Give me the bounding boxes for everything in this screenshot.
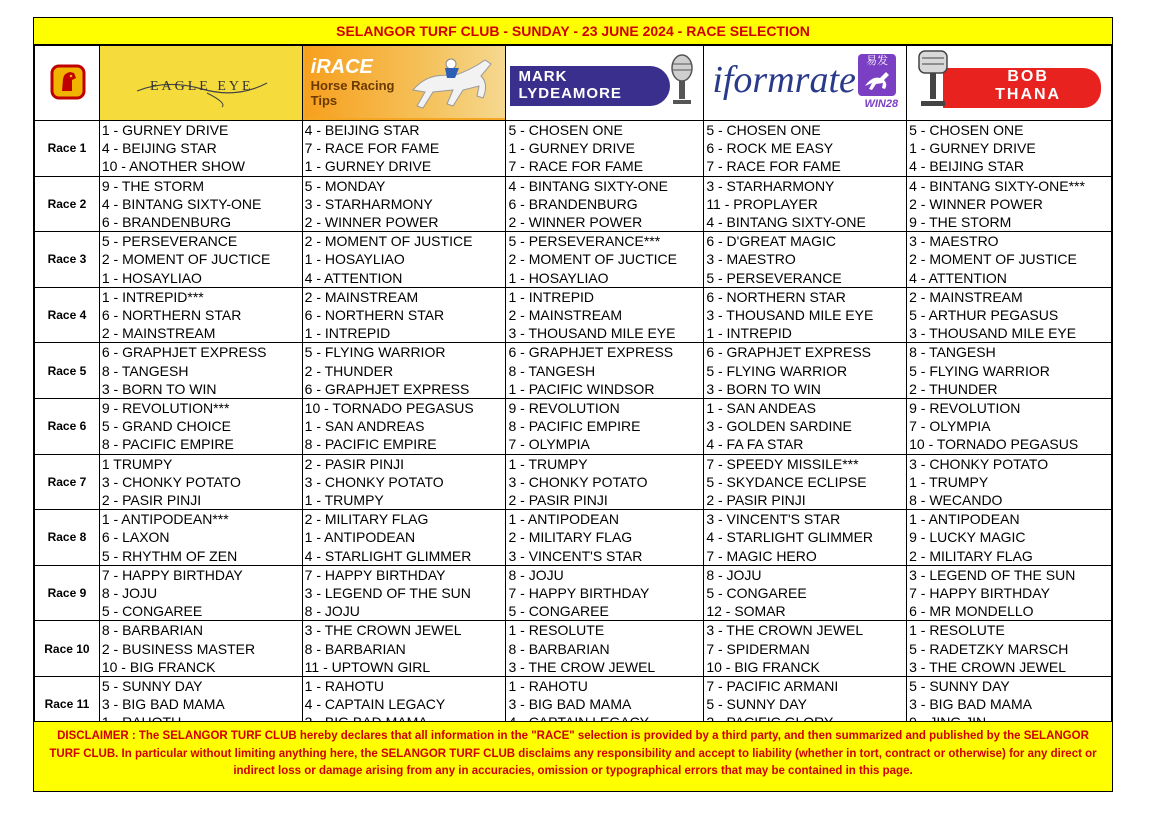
- horse-pick: 10 - BIG FRANCK: [101, 658, 216, 675]
- tipster-selection-cell: [704, 176, 907, 232]
- horse-pick: 1 - INTREPID: [508, 288, 595, 305]
- horse-pick: 3 - CHONKY POTATO: [909, 455, 1049, 472]
- tipster-logo-row: [35, 46, 1112, 121]
- horse-pick: 7 - HAPPY BIRTHDAY: [909, 584, 1050, 601]
- horse-pick: 4 - CAPTAIN LEGACY: [304, 696, 446, 713]
- horse-pick: 4 - STARLIGHT GLIMMER: [304, 547, 472, 564]
- horse-pick: 6 - GRAPHJET EXPRESS: [706, 344, 871, 361]
- tipster-selection-cell: [99, 232, 302, 288]
- horse-pick: 6 - ROCK ME EASY: [706, 140, 834, 157]
- horse-pick: 3 - THE CROWN JEWEL: [706, 622, 864, 639]
- horse-pick: 5 - GRAND CHOICE: [101, 418, 231, 435]
- horse-pick: 7 - MAGIC HERO: [706, 547, 817, 564]
- horse-pick: 8 - PACIFIC EMPIRE: [508, 418, 641, 435]
- tipster-selection-cell: [704, 621, 907, 677]
- horse-pick: 6 - GRAPHJET EXPRESS: [101, 344, 267, 361]
- tipster-selection-cell: [302, 621, 506, 677]
- horse-pick: 1 - ANTIPODEAN: [909, 511, 1020, 528]
- horse-pick: 7 - RACE FOR FAME: [304, 140, 440, 157]
- horse-pick: 3 - BORN TO WIN: [706, 380, 821, 397]
- tipster-selection-cell: [506, 176, 704, 232]
- horse-pick: 8 - JOJU: [706, 566, 762, 583]
- horse-pick: 1 - GURNEY DRIVE: [508, 140, 636, 157]
- horse-pick: 2 - BUSINESS MASTER: [101, 640, 256, 657]
- bob-logo-line1: BOB: [1007, 68, 1049, 85]
- horse-pick: 2 - MAINSTREAM: [909, 288, 1023, 305]
- irace-logo-line2: Horse Racing: [310, 78, 395, 93]
- horse-pick: 4 - BINTANG SIXTY-ONE: [706, 213, 866, 230]
- horse-pick: 5 - SUNNY DAY: [706, 696, 807, 713]
- race-label: Race 4: [35, 287, 100, 343]
- race-rows: [35, 121, 1112, 733]
- race-label: Race 7: [35, 454, 100, 510]
- horse-pick: 6 - NORTHERN STAR: [304, 306, 445, 323]
- horse-pick: 1 - ANTIPODEAN: [508, 511, 619, 528]
- horse-pick: 3 - LEGEND OF THE SUN: [909, 566, 1076, 583]
- horse-pick: 2 - THUNDER: [304, 362, 394, 379]
- tipster-selection-cell: [99, 398, 302, 454]
- tipster-selection-cell: [506, 621, 704, 677]
- horse-pick: 3 - GOLDEN SARDINE: [706, 418, 852, 435]
- horse-pick: 5 - SKYDANCE ECLIPSE: [706, 473, 867, 490]
- horse-pick: 6 - GRAPHJET EXPRESS: [508, 344, 674, 361]
- horse-pick: 3 - VINCENT'S STAR: [706, 511, 841, 528]
- irace-logo-cell: [302, 46, 506, 121]
- horse-pick: 5 - SUNNY DAY: [909, 677, 1010, 694]
- horse-pick: 8 - PACIFIC EMPIRE: [101, 436, 234, 453]
- tipster-selection-cell: [907, 176, 1112, 232]
- tipster-selection-cell: [907, 121, 1112, 177]
- horse-pick: 2 - PASIR PINJI: [101, 491, 202, 508]
- horse-pick: 1 - RESOLUTE: [909, 622, 1005, 639]
- tipster-selection-cell: [302, 121, 506, 177]
- horse-pick: 1 - GURNEY DRIVE: [304, 158, 432, 175]
- horse-pick: 1 - TRUMPY: [909, 473, 989, 490]
- horse-pick: 1 - GURNEY DRIVE: [909, 140, 1036, 157]
- tipster-selection-cell: [302, 343, 506, 399]
- horse-pick: 2 - WINNER POWER: [304, 213, 439, 230]
- horse-pick: 3 - STARHARMONY: [706, 177, 835, 194]
- tipster-selection-cell: [99, 176, 302, 232]
- horse-pick: 9 - REVOLUTION: [508, 399, 620, 416]
- horse-pick: 2 - MOMENT OF JUSTICE: [304, 233, 473, 250]
- horse-pick: 3 - THE CROWN JEWEL: [304, 622, 462, 639]
- tipster-selection-cell: [99, 287, 302, 343]
- iformrate-logo-cell: [704, 46, 907, 121]
- horse-pick: 6 - D'GREAT MAGIC: [706, 233, 837, 250]
- iformrate-badge-text: 易发: [866, 55, 889, 67]
- horse-pick: 11 - UPTOWN GIRL: [304, 658, 431, 675]
- horse-pick: 2 - MILITARY FLAG: [304, 511, 429, 528]
- horse-pick: 10 - ANOTHER SHOW: [101, 158, 245, 175]
- horse-pick: 1 - INTREPID: [304, 325, 391, 342]
- tipster-selection-cell: [506, 343, 704, 399]
- horse-pick: 6 - NORTHERN STAR: [706, 288, 846, 305]
- horse-pick: 2 - PASIR PINJI: [508, 491, 608, 508]
- horse-pick: 5 - PERSEVERANCE: [101, 233, 238, 250]
- horse-pick: 7 - RACE FOR FAME: [508, 158, 644, 175]
- horse-pick: 5 - PERSEVERANCE: [706, 269, 842, 286]
- race-label: Race 11: [35, 676, 100, 732]
- horse-pick: 3 - CHONKY POTATO: [508, 473, 648, 490]
- horse-pick: 11 - PROPLAYER: [706, 195, 818, 212]
- race-label: Race 9: [35, 565, 100, 621]
- bob-thana-logo-cell: [907, 46, 1112, 121]
- tipster-selection-cell: [907, 621, 1112, 677]
- club-logo-cell: [35, 46, 100, 121]
- horse-head-emblem-icon: [50, 64, 86, 100]
- horse-pick: 8 - TANGESH: [101, 362, 189, 379]
- tipster-selection-cell: [907, 510, 1112, 566]
- horse-pick: 3 - THOUSAND MILE EYE: [909, 325, 1077, 342]
- horse-pick: 2 - WINNER POWER: [909, 195, 1043, 212]
- race-row: [35, 287, 1112, 343]
- horse-pick: 1 - PACIFIC WINDSOR: [508, 380, 655, 397]
- horse-pick: 7 - HAPPY BIRTHDAY: [304, 566, 446, 583]
- horse-pick: 5 - ARTHUR PEGASUS: [909, 306, 1059, 323]
- racehorse-jockey-icon: [393, 50, 503, 116]
- disclaimer: DISCLAIMER : The SELANGOR TURF CLUB hereby declares that all information in the "RACE" selection is provided by a third party, and then summarized and published by the SELANGOR TURF CLUB. In particular without limiting anything here, the SELANGOR TURF CLUB disclaims any responsibility and accept to liability (whether in tort, contract or otherwise) for any direct or indirect loss or damage arising from any in accuracies, omission or typographical errors that may be contained in this page.: [34, 721, 1112, 791]
- tipster-selection-cell: [506, 510, 704, 566]
- irace-logo-title: iRACE: [310, 56, 373, 78]
- horse-pick: 5 - CHOSEN ONE: [909, 122, 1024, 138]
- race-row: [35, 565, 1112, 621]
- tipster-selection-cell: [907, 232, 1112, 288]
- horse-pick: 8 - PACIFIC EMPIRE: [304, 436, 437, 453]
- horse-pick: 8 - BARBARIAN: [304, 640, 406, 657]
- race-row: [35, 454, 1112, 510]
- horse-pick: 5 - FLYING WARRIOR: [304, 344, 446, 361]
- horse-pick: 10 - BIG FRANCK: [706, 658, 820, 675]
- tipster-selection-cell: [302, 454, 506, 510]
- tipster-selection-cell: [99, 343, 302, 399]
- tipster-selection-cell: [907, 398, 1112, 454]
- race-row: [35, 121, 1112, 177]
- horse-pick: 5 - CONGAREE: [706, 584, 807, 601]
- horse-pick: 7 - OLYMPIA: [909, 418, 991, 435]
- horse-pick: 1 - RESOLUTE: [508, 622, 605, 639]
- tipster-selection-cell: [506, 121, 704, 177]
- horse-pick: 9 - REVOLUTION: [909, 399, 1021, 416]
- horse-pick: 1 - SAN ANDEAS: [706, 399, 817, 416]
- race-label: Race 8: [35, 510, 100, 566]
- race-label: Race 1: [35, 121, 100, 177]
- horse-pick: 4 - BINTANG SIXTY-ONE: [101, 195, 262, 212]
- tipster-selection-cell: [506, 287, 704, 343]
- horse-pick: 7 - PACIFIC ARMANI: [706, 677, 839, 694]
- tipster-selection-cell: [506, 232, 704, 288]
- horse-pick: 1 - TRUMPY: [508, 455, 588, 472]
- tipster-selection-cell: [907, 565, 1112, 621]
- tipster-selection-cell: [907, 343, 1112, 399]
- retro-microphone-icon: [913, 49, 953, 115]
- horse-pick: 5 - RHYTHM OF ZEN: [101, 547, 238, 564]
- horse-pick: 10 - TORNADO PEGASUS: [304, 399, 474, 416]
- horse-pick: 5 - PERSEVERANCE***: [508, 233, 661, 250]
- horse-pick: 1 - INTREPID: [706, 325, 792, 342]
- horse-pick: 3 - BIG BAD MAMA: [101, 696, 225, 713]
- tipster-selection-cell: [704, 232, 907, 288]
- horse-pick: 9 - THE STORM: [101, 177, 205, 194]
- horse-pick: 5 - CONGAREE: [508, 603, 609, 620]
- tipster-selection-cell: [506, 398, 704, 454]
- horse-pick: 8 - TANGESH: [909, 344, 996, 361]
- horse-pick: 6 - MR MONDELLO: [909, 603, 1034, 620]
- iformrate-sub-text: WIN28: [864, 98, 899, 110]
- tipster-selection-cell: [704, 454, 907, 510]
- horse-pick: 5 - FLYING WARRIOR: [909, 362, 1050, 379]
- tipster-selection-cell: [704, 510, 907, 566]
- horse-pick: 8 - JOJU: [101, 584, 158, 601]
- race-row: [35, 343, 1112, 399]
- horse-pick: 3 - STARHARMONY: [304, 195, 433, 212]
- selection-table: [34, 45, 1112, 733]
- horse-pick: 4 - BEIJING STAR: [101, 140, 217, 157]
- horse-pick: 2 - MILITARY FLAG: [508, 529, 633, 546]
- tipster-selection-cell: [704, 565, 907, 621]
- horse-pick: 2 - MOMENT OF JUCTICE: [508, 251, 677, 268]
- horse-pick: 8 - TANGESH: [508, 362, 596, 379]
- race-row: [35, 398, 1112, 454]
- horse-pick: 2 - MOMENT OF JUCTICE: [101, 251, 271, 268]
- horse-pick: 9 - THE STORM: [909, 213, 1012, 230]
- horse-pick: 1 - ANTIPODEAN: [304, 529, 416, 546]
- horse-pick: 3 - CHONKY POTATO: [101, 473, 241, 490]
- page-title: SELANGOR TURF CLUB - SUNDAY - 23 JUNE 2024 - RACE SELECTION: [34, 18, 1112, 45]
- horse-pick: 5 - FLYING WARRIOR: [706, 362, 848, 379]
- horse-pick: 5 - SUNNY DAY: [101, 677, 203, 694]
- irace-logo-line3: Tips: [310, 93, 338, 108]
- horse-pick: 6 - BRANDENBURG: [101, 213, 231, 230]
- race-row: [35, 232, 1112, 288]
- horse-pick: 4 - ATTENTION: [304, 269, 403, 286]
- horse-pick: 2 - MAINSTREAM: [101, 325, 216, 342]
- race-row: [35, 176, 1112, 232]
- horse-pick: 2 - MAINSTREAM: [304, 288, 419, 305]
- horse-pick: 1 - HOSAYLIAO: [508, 269, 609, 286]
- horse-pick: 10 - TORNADO PEGASUS: [909, 436, 1079, 453]
- race-label: Race 6: [35, 398, 100, 454]
- horse-pick: 6 - NORTHERN STAR: [101, 306, 242, 323]
- tipster-selection-cell: [99, 565, 302, 621]
- horse-pick: 2 - MILITARY FLAG: [909, 547, 1033, 564]
- horse-pick: 6 - GRAPHJET EXPRESS: [304, 380, 470, 397]
- tipster-selection-cell: [704, 287, 907, 343]
- horse-pick: 7 - SPIDERMAN: [706, 640, 810, 657]
- tipster-selection-cell: [302, 176, 506, 232]
- horse-pick: 2 - MOMENT OF JUSTICE: [909, 251, 1077, 268]
- tipster-selection-cell: [302, 398, 506, 454]
- tipster-selection-cell: [704, 398, 907, 454]
- horse-pick: 7 - RACE FOR FAME: [706, 158, 841, 175]
- horse-pick: 9 - LUCKY MAGIC: [909, 529, 1026, 546]
- horse-pick: 4 - FA FA STAR: [706, 436, 804, 453]
- horse-pick: 12 - SOMAR: [706, 603, 786, 620]
- horse-pick: 3 - VINCENT'S STAR: [508, 547, 643, 564]
- horse-pick: 4 - BEIJING STAR: [909, 158, 1024, 175]
- horse-pick: 5 - CONGAREE: [101, 603, 203, 620]
- horse-pick: 2 - THUNDER: [909, 380, 998, 397]
- horse-pick: 1 TRUMPY: [101, 455, 173, 472]
- jockey-badge-icon: [862, 68, 892, 92]
- race-label: Race 2: [35, 176, 100, 232]
- horse-pick: 3 - THOUSAND MILE EYE: [706, 306, 874, 323]
- horse-pick: 3 - MAESTRO: [706, 251, 796, 268]
- horse-pick: 9 - REVOLUTION***: [101, 399, 230, 416]
- horse-pick: 4 - BINTANG SIXTY-ONE: [508, 177, 668, 194]
- mark-lydeamore-logo-cell: [506, 46, 704, 121]
- horse-pick: 3 - THOUSAND MILE EYE: [508, 325, 676, 342]
- horse-pick: 8 - BARBARIAN: [101, 622, 203, 639]
- iformrate-logo-text: iformrate: [712, 59, 856, 101]
- horse-pick: 2 - PASIR PINJI: [706, 491, 806, 508]
- tipster-selection-cell: [99, 454, 302, 510]
- horse-pick: 4 - BEIJING STAR: [304, 122, 420, 138]
- microphone-icon: [665, 52, 699, 108]
- horse-pick: 1 - HOSAYLIAO: [101, 269, 202, 286]
- tipster-selection-cell: [99, 621, 302, 677]
- horse-pick: 3 - MAESTRO: [909, 233, 999, 250]
- horse-pick: 5 - RADETZKY MARSCH: [909, 640, 1069, 657]
- eagle-eye-logo-cell: [99, 46, 302, 121]
- tipster-selection-cell: [704, 121, 907, 177]
- horse-pick: 8 - JOJU: [508, 566, 564, 583]
- horse-pick: 2 - PASIR PINJI: [304, 455, 404, 472]
- horse-pick: 4 - STARLIGHT GLIMMER: [706, 529, 874, 546]
- tipster-selection-cell: [302, 510, 506, 566]
- horse-pick: 7 - HAPPY BIRTHDAY: [101, 566, 243, 583]
- horse-pick: 7 - OLYMPIA: [508, 436, 590, 453]
- horse-pick: 8 - JOJU: [304, 603, 360, 620]
- horse-pick: 4 - BINTANG SIXTY-ONE***: [909, 177, 1085, 194]
- horse-pick: 3 - BIG BAD MAMA: [508, 696, 632, 713]
- mark-logo-line1: MARK: [518, 68, 568, 85]
- tipster-selection-cell: [907, 454, 1112, 510]
- horse-pick: 8 - BARBARIAN: [508, 640, 610, 657]
- horse-pick: 6 - BRANDENBURG: [508, 195, 638, 212]
- horse-pick: 8 - WECANDO: [909, 491, 1003, 508]
- tipster-selection-cell: [704, 343, 907, 399]
- horse-pick: 5 - MONDAY: [304, 177, 386, 194]
- horse-pick: 5 - CHOSEN ONE: [508, 122, 623, 138]
- bob-logo-line2: THANA: [995, 86, 1062, 103]
- race-label: Race 5: [35, 343, 100, 399]
- race-row: [35, 510, 1112, 566]
- horse-pick: 1 - INTREPID***: [101, 288, 204, 305]
- tipster-selection-cell: [506, 454, 704, 510]
- eagle-eye-logo-text: EAGLE EYE: [149, 79, 254, 94]
- mark-logo-line2: LYDEAMORE: [518, 85, 622, 102]
- tipster-selection-cell: [99, 121, 302, 177]
- tipster-selection-cell: [907, 287, 1112, 343]
- horse-pick: 1 - TRUMPY: [304, 491, 384, 508]
- horse-pick: 2 - MAINSTREAM: [508, 306, 623, 323]
- horse-pick: 1 - RAHOTU: [508, 677, 588, 694]
- horse-pick: 7 - SPEEDY MISSILE***: [706, 455, 859, 472]
- horse-pick: 6 - LAXON: [101, 529, 170, 546]
- tipster-selection-cell: [302, 232, 506, 288]
- horse-pick: 3 - THE CROWN JEWEL: [909, 658, 1066, 675]
- horse-pick: 3 - CHONKY POTATO: [304, 473, 444, 490]
- horse-pick: 1 - HOSAYLIAO: [304, 251, 405, 268]
- horse-pick: 3 - THE CROW JEWEL: [508, 658, 656, 675]
- race-selection-sheet: [33, 17, 1113, 792]
- horse-pick: 1 - RAHOTU: [304, 677, 384, 694]
- tipster-selection-cell: [506, 565, 704, 621]
- horse-pick: 7 - HAPPY BIRTHDAY: [508, 584, 650, 601]
- race-row: [35, 621, 1112, 677]
- horse-pick: 1 - ANTIPODEAN***: [101, 511, 229, 528]
- horse-pick: 3 - BORN TO WIN: [101, 380, 217, 397]
- race-label: Race 3: [35, 232, 100, 288]
- horse-pick: 1 - SAN ANDREAS: [304, 418, 425, 435]
- horse-pick: 1 - GURNEY DRIVE: [101, 122, 229, 138]
- horse-pick: 4 - ATTENTION: [909, 269, 1007, 286]
- tipster-selection-cell: [99, 510, 302, 566]
- horse-pick: 3 - LEGEND OF THE SUN: [304, 584, 471, 601]
- horse-pick: 3 - BIG BAD MAMA: [909, 696, 1033, 713]
- race-label: Race 10: [35, 621, 100, 677]
- tipster-selection-cell: [302, 565, 506, 621]
- horse-pick: 5 - CHOSEN ONE: [706, 122, 821, 138]
- tipster-selection-cell: [302, 287, 506, 343]
- horse-pick: 2 - WINNER POWER: [508, 213, 643, 230]
